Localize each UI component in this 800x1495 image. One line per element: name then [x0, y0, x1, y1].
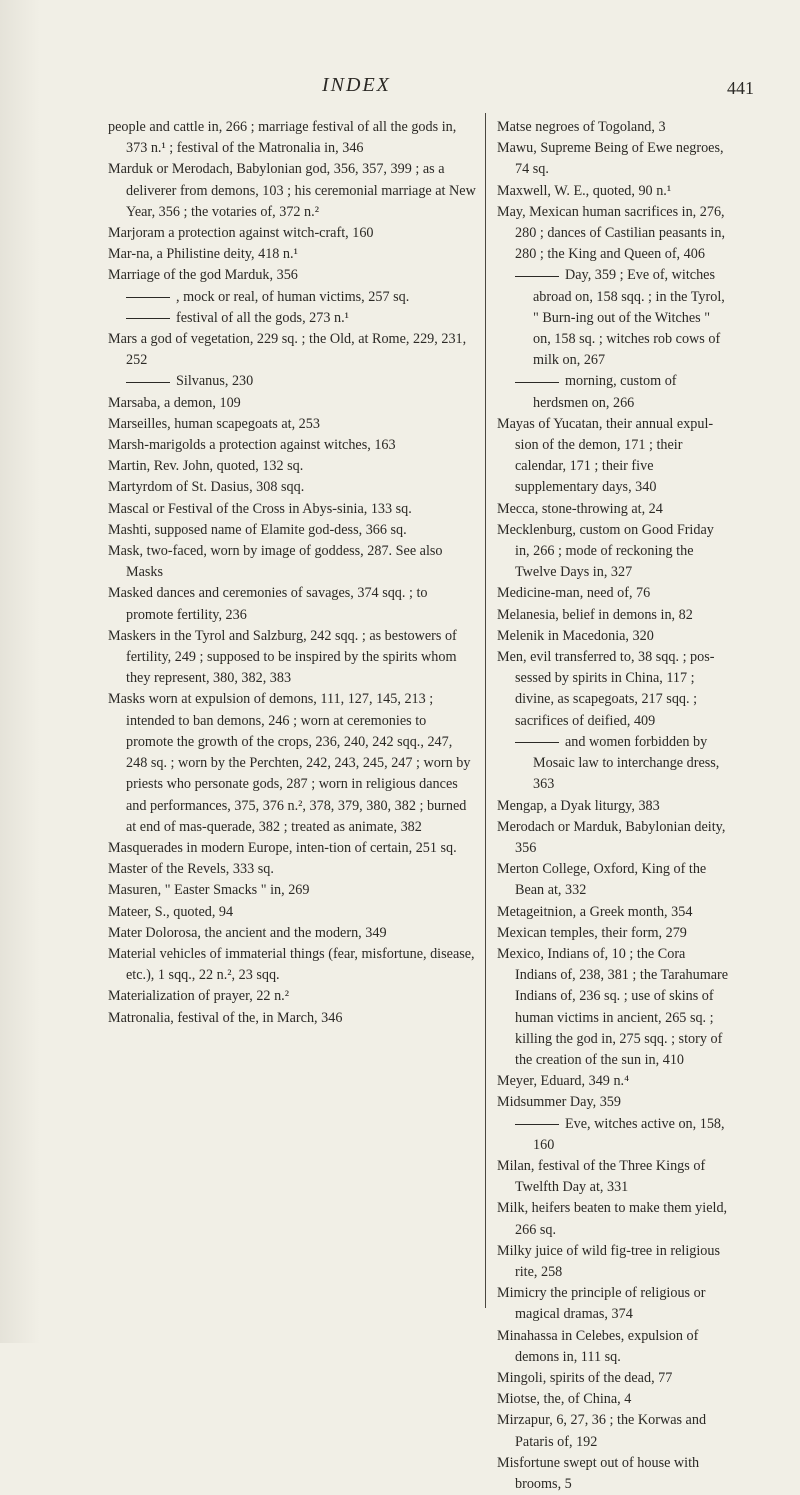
index-entry: [108, 880, 476, 901]
repeat-dash: [515, 382, 559, 383]
index-entry-text: Mecca, stone-throwing at, 24: [497, 500, 663, 517]
index-entry-text: Masuren, " Easter Smacks " in, 269: [108, 882, 310, 899]
index-entry-text: Melenik in Macedonia, 320: [497, 627, 654, 644]
index-entry: [497, 1389, 729, 1410]
repeat-dash: [515, 1124, 559, 1125]
index-entry-text: Mirzapur, 6, 27, 36 ; the Korwas and Pataris of, 192: [497, 1412, 707, 1450]
index-entry-text: Misfortune swept out of house with brooms, 5: [497, 1454, 700, 1492]
index-entry-text: Milky juice of wild fig-tree in religious rite, 258: [497, 1242, 721, 1280]
index-entry-text: Masks worn at expulsion of demons, 111, 127, 145, 213 ; intended to ban demons, 246 ; worn at ceremonies to promote the growth of the crops, 236, 240, 242 sqq., 247, 248 sq. ; worn by the Perchten, 242, 243, 245, 247 ; worn by priests who personate gods, 287 ; worn in religious dances and performances, 375, 376 n.², 378, 379, 380, 382 ; burned at end of mas-querade, 382 ; treated as animate, 382: [108, 691, 471, 835]
repeat-dash: [126, 318, 170, 319]
index-entry-text: Medicine-man, need of, 76: [497, 585, 651, 602]
index-entry: [497, 202, 729, 266]
index-entry-text: Materialization of prayer, 22 n.²: [108, 988, 289, 1005]
index-entry: [108, 371, 476, 392]
index-entry-text: Minahassa in Celebes, expulsion of demons in, 111 sq.: [497, 1327, 699, 1365]
index-entry: [497, 626, 729, 647]
index-entry-text: people and cattle in, 266 ; marriage festival of all the gods in, 373 n.¹ ; festival of the Matronalia in, 346: [108, 119, 457, 157]
index-entry: [497, 499, 729, 520]
index-entry: [108, 859, 476, 880]
index-entry-text: Mashti, supposed name of Elamite god-dess, 366 sq.: [108, 521, 407, 538]
index-entry: [108, 223, 476, 244]
index-entry: [497, 796, 729, 817]
index-entry: [108, 626, 476, 690]
index-entry-text: Eve, witches active on, 158, 160: [533, 1115, 725, 1153]
column-divider: [485, 113, 486, 1308]
index-entry: [108, 838, 476, 859]
index-entry: [497, 1453, 729, 1495]
index-entry-text: Mecklenburg, custom on Good Friday in, 266 ; mode of reckoning the Twelve Days in, 327: [497, 521, 714, 581]
index-entry: [497, 520, 729, 584]
index-entry: [497, 647, 729, 732]
index-entry-text: Metageitnion, a Greek month, 354: [497, 903, 693, 920]
running-title: INDEX: [322, 74, 391, 96]
index-entry: [497, 117, 729, 138]
index-entry: [108, 287, 476, 308]
index-entry-text: Mask, two-faced, worn by image of goddess, 287. See also Masks: [108, 543, 443, 581]
index-entry: [108, 902, 476, 923]
index-entry-text: Meyer, Eduard, 349 n.⁴: [497, 1073, 630, 1090]
index-entry-text: Mars a god of vegetation, 229 sq. ; the Old, at Rome, 229, 231, 252: [108, 331, 467, 369]
index-entry: [497, 923, 729, 944]
index-entry: [497, 414, 729, 499]
index-entry-text: Miotse, the, of China, 4: [497, 1391, 632, 1408]
index-entry: [497, 1071, 729, 1092]
index-entry: [108, 1008, 476, 1029]
index-entry-text: Mexican temples, their form, 279: [497, 924, 687, 941]
index-entry-text: Material vehicles of immaterial things (fear, misfortune, disease, etc.), 1 sqq., 22 n.², 23 sqq.: [108, 945, 475, 984]
index-entry: [108, 499, 476, 520]
index-entry-text: Mar-na, a Philistine deity, 418 n.¹: [108, 246, 298, 263]
index-entry: [497, 732, 729, 796]
index-entry: [497, 859, 729, 901]
index-column-right: [497, 117, 729, 1495]
index-entry: [108, 583, 476, 625]
index-entry-text: Mascal or Festival of the Cross in Abys-sinia, 133 sq.: [108, 500, 412, 517]
page-number: 441: [727, 78, 754, 98]
index-entry-text: Mengap, a Dyak liturgy, 383: [497, 797, 660, 814]
index-entry-text: Marjoram a protection against witch-craft, 160: [108, 225, 374, 242]
index-entry-text: Maskers in the Tyrol and Salzburg, 242 sqq. ; as bestowers of fertility, 249 ; supposed to be inspired by the spirits whom they represent, 380, 382, 383: [108, 627, 457, 687]
index-entry: [497, 1241, 729, 1283]
index-entry: [497, 1368, 729, 1389]
index-entry: [497, 1198, 729, 1240]
index-entry: [497, 371, 729, 413]
index-entry: [108, 414, 476, 435]
index-entry: [497, 944, 729, 1071]
index-entry-text: Marseilles, human scapegoats at, 253: [108, 415, 320, 432]
index-entry-text: Milan, festival of the Three Kings of Twelfth Day at, 331: [497, 1157, 706, 1196]
index-entry: [497, 1156, 729, 1198]
index-entry: [108, 541, 476, 583]
index-entry: [108, 689, 476, 837]
index-entry-text: Mater Dolorosa, the ancient and the modern, 349: [108, 924, 387, 941]
index-entry-text: Marsaba, a demon, 109: [108, 394, 241, 411]
index-entry: [108, 520, 476, 541]
index-entry: [108, 265, 476, 286]
index-entry: [108, 923, 476, 944]
index-entry-text: Men, evil transferred to, 38 sqq. ; pos-sessed by spirits in China, 117 ; divine, as scapegoats, 217 sqq. ; sacrifices of deified, 409: [497, 649, 715, 729]
index-entry: [108, 308, 476, 329]
index-entry-text: Mimicry the principle of religious or magical dramas, 374: [497, 1285, 706, 1323]
index-entry-text: Maxwell, W. E., quoted, 90 n.¹: [497, 182, 672, 199]
index-entry-text: Merton College, Oxford, King of the Bean at, 332: [497, 861, 707, 899]
index-entry: [108, 944, 476, 986]
index-entry: [497, 138, 729, 180]
repeat-dash: [515, 742, 559, 743]
index-entry-text: Marduk or Merodach, Babylonian god, 356, 357, 399 ; as a deliverer from demons, 103 ; his ceremonial marriage at New Year, 356 ; the votaries of, 372 n.²: [108, 161, 476, 220]
index-entry-text: Midsummer Day, 359: [497, 1094, 621, 1111]
page-header: [0, 74, 800, 104]
index-entry-text: Masquerades in modern Europe, inten-tion of certain, 251 sq.: [108, 839, 457, 856]
index-entry: [108, 986, 476, 1007]
index-entry-text: Martin, Rev. John, quoted, 132 sq.: [108, 458, 304, 475]
index-entry-text: , mock or real, of human victims, 257 sq.: [176, 288, 410, 305]
repeat-dash: [515, 276, 559, 277]
index-entry-text: Marsh-marigolds a protection against witches, 163: [108, 437, 396, 454]
index-entry: [497, 1326, 729, 1368]
index-column-left: [108, 117, 476, 1029]
index-entry-text: Silvanus, 230: [176, 373, 254, 390]
index-entry-text: Mayas of Yucatan, their annual expul-sion of the demon, 171 ; their calendar, 171 ; their five supplementary days, 340: [497, 415, 714, 496]
index-entry-text: Matronalia, festival of the, in March, 346: [108, 1009, 343, 1026]
index-entry: [497, 1410, 729, 1452]
index-entry: [108, 435, 476, 456]
index-entry-text: morning, custom of herdsmen on, 266: [533, 373, 677, 411]
index-entry: [497, 1283, 729, 1325]
repeat-dash: [126, 382, 170, 383]
index-entry: [108, 117, 476, 159]
index-entry: [497, 817, 729, 859]
index-entry-text: Martyrdom of St. Dasius, 308 sqq.: [108, 479, 305, 496]
index-entry-text: Marriage of the god Marduk, 356: [108, 267, 298, 284]
index-entry-text: Mateer, S., quoted, 94: [108, 903, 234, 920]
index-entry: [497, 265, 729, 371]
index-entry-text: Matse negroes of Togoland, 3: [497, 119, 666, 135]
index-entry-text: Merodach or Marduk, Babylonian deity, 356: [497, 818, 726, 856]
index-entry: [108, 244, 476, 265]
index-entry: [497, 605, 729, 626]
index-entry: [108, 477, 476, 498]
index-entry: [108, 393, 476, 414]
index-entry: [497, 181, 729, 202]
index-entry-text: Melanesia, belief in demons in, 82: [497, 606, 693, 623]
index-entry-text: Masked dances and ceremonies of savages, 374 sqq. ; to promote fertility, 236: [108, 585, 428, 623]
index-entry-text: Mingoli, spirits of the dead, 77: [497, 1369, 673, 1386]
index-entry: [497, 583, 729, 604]
index-entry-text: Master of the Revels, 333 sq.: [108, 861, 274, 878]
index-entry-text: festival of all the gods, 273 n.¹: [176, 309, 349, 326]
repeat-dash: [126, 297, 170, 298]
index-entry-text: Day, 359 ; Eve of, witches abroad on, 158 sqq. ; in the Tyrol, " Burn-ing out of the Witches " on, 158 sq. ; witches rob cows of milk on, 267: [533, 267, 725, 369]
index-entry-text: Mexico, Indians of, 10 ; the Cora Indians of, 238, 381 ; the Tarahumare Indians of, 236 sq. ; use of skins of human victims in ancient, 265 sq. ; killing the god in, 275 sqq. ; story of the creation of the sun in, 410: [497, 945, 729, 1068]
index-entry-text: and women forbidden by Mosaic law to interchange dress, 363: [533, 733, 720, 793]
page-edge-shadow: [0, 0, 40, 1343]
index-entry: [108, 159, 476, 223]
index-entry-text: Mawu, Supreme Being of Ewe negroes, 74 sq.: [497, 140, 724, 178]
index-entry: [497, 902, 729, 923]
index-entry: [108, 329, 476, 371]
index-entry: [497, 1092, 729, 1113]
index-entry-text: Milk, heifers beaten to make them yield, 266 sq.: [497, 1200, 728, 1238]
index-entry: [108, 456, 476, 477]
index-entry-text: May, Mexican human sacrifices in, 276, 280 ; dances of Castilian peasants in, 280 ; the King and Queen of, 406: [497, 203, 726, 263]
index-entry: [497, 1114, 729, 1156]
